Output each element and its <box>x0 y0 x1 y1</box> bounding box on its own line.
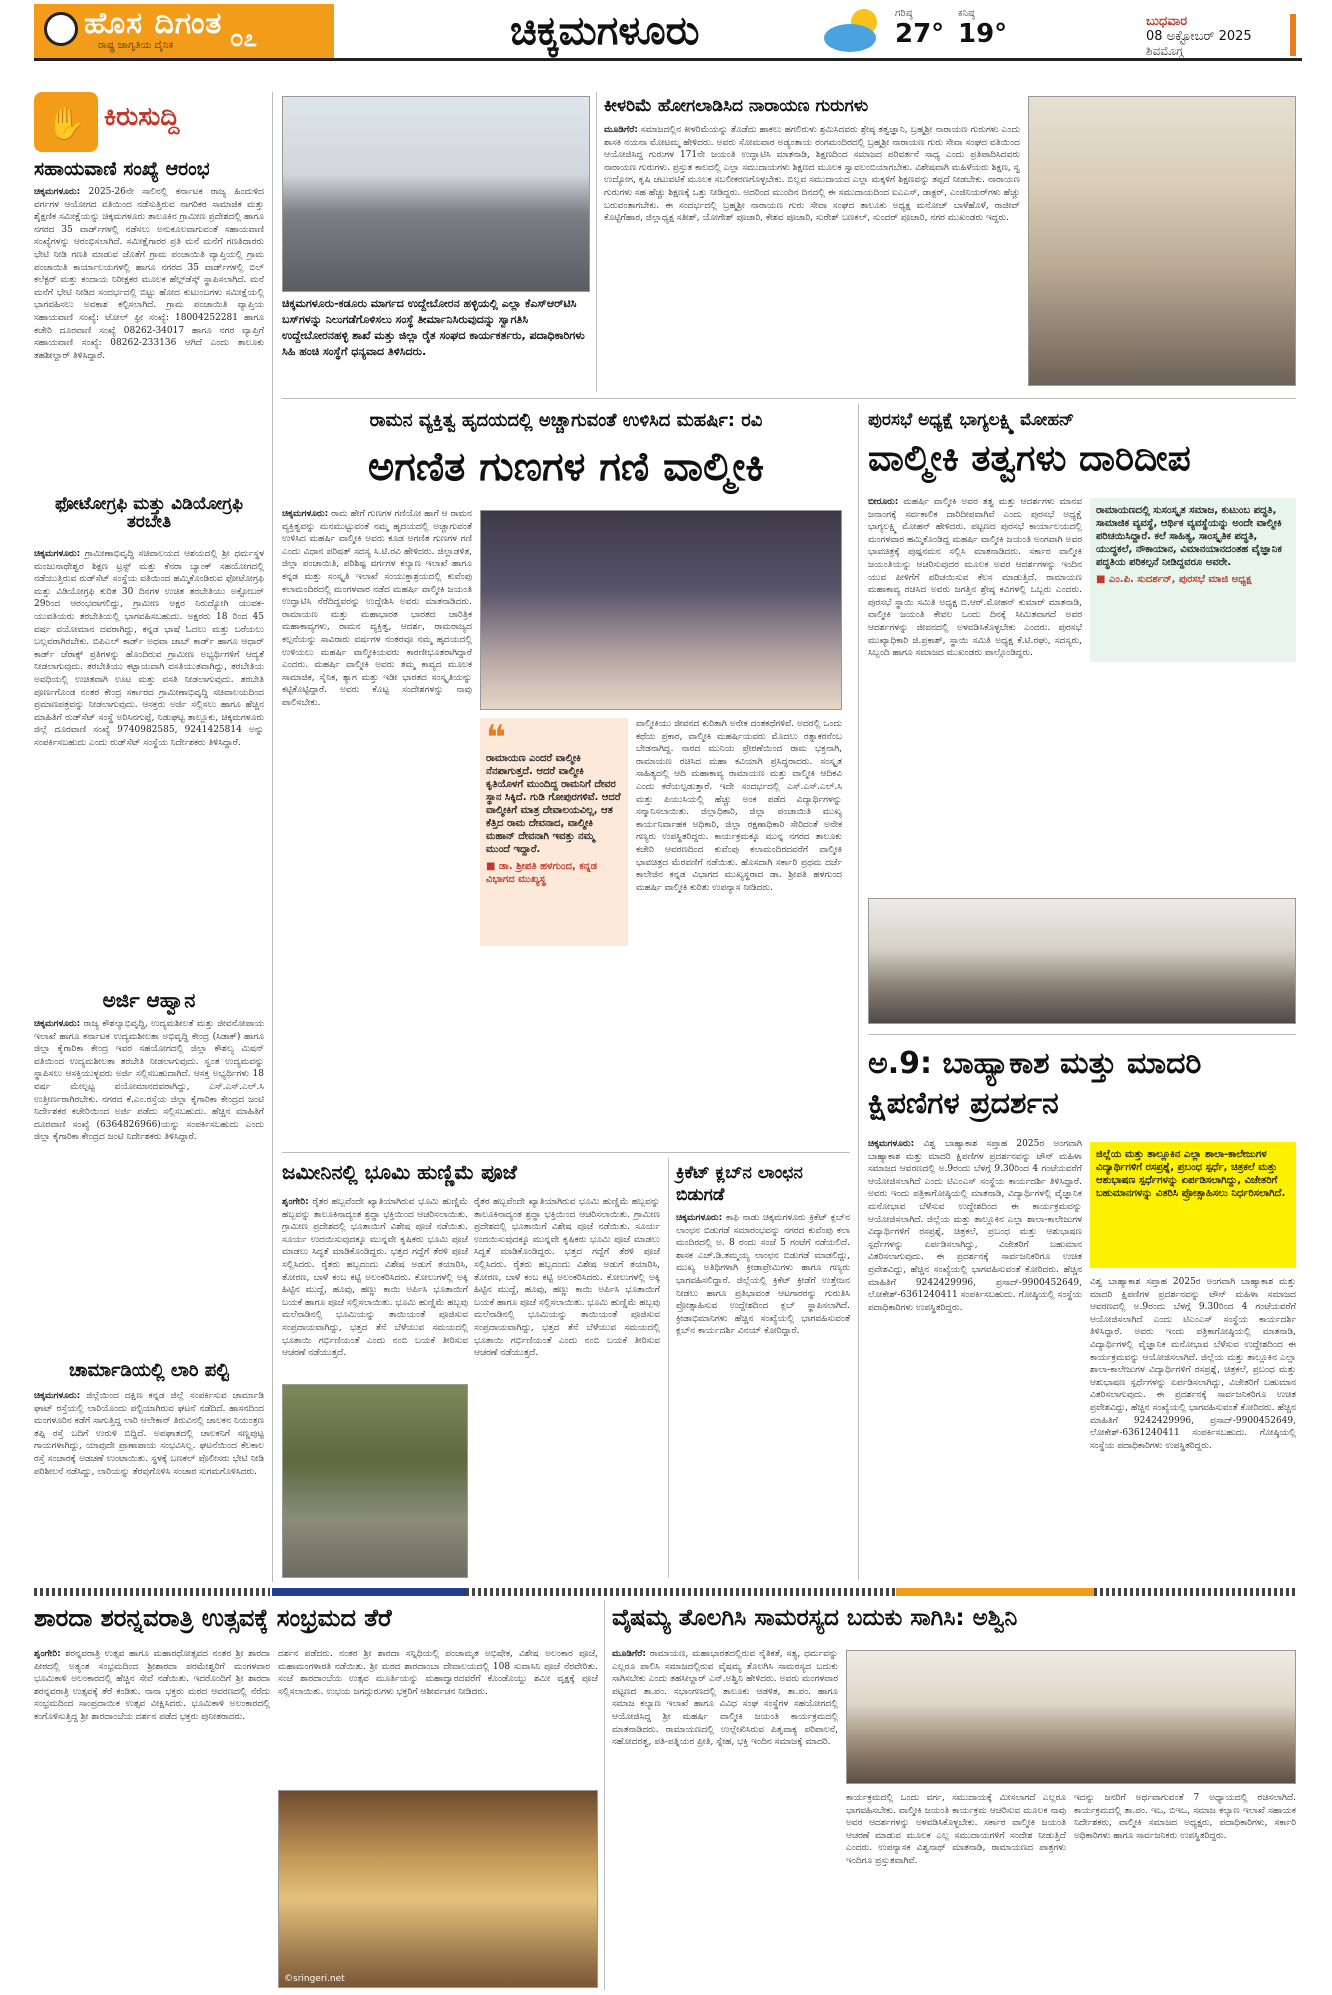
bhoomi-title: ಜಮೀನಿನಲ್ಲಿ ಭೂಮಿ ಹುಣ್ಣಿಮೆ ಪೂಜೆ <box>282 1160 517 1184</box>
bus-photo-caption: ಚಿಕ್ಕಮಗಳೂರು-ಕಡೂರು ಮಾರ್ಗದ ಉದ್ದೇಬೋರನ ಹಳ್ಳಿಯಲ್ಲಿ ಎಲ್ಲಾ ಕೆಎಸ್ಆರ್‌ಟಿಸಿ ಬಸ್‌ಗಳನ್ನು ನಿಲುಗಡೆಗೊಳಿಸಲು ಸಂಸ್ಥೆ ತೀರ್ಮಾನಿಸಿರುವುದನ್ನು ಸ್ವಾಗತಿಸಿ ಉದ್ದೇಬೋರನಹಳ್ಳಿ ಶಾಖೆ ಮತ್ತು ಜಿಲ್ಲಾ ರೈತ ಸಂಘದ ಕಾರ್ಯಕರ್ತರು, ಪದಾಧಿಕಾರಿಗಳು ಸಿಹಿ ಹಂಚಿ ಸಂಸ್ಥೆಗೆ ಧನ್ಯವಾದ ತಿಳಿಸಿದರು. <box>282 297 585 358</box>
page-number: ೦೭ <box>230 24 257 52</box>
cricket-title: ಕ್ರಿಕೆಟ್ ಕ್ಲಬ್‌ನ ಲಾಂಛನ ಬಿಡುಗಡೆ <box>676 1163 803 1205</box>
s3-title: ಅರ್ಜಿ ಆಹ್ವಾನ <box>102 988 196 1012</box>
ashwini-body-col2: ಕಾರ್ಯಕ್ರಮದಲ್ಲಿ ಒಂದು ವರ್ಗ, ಸಮುದಾಯಕ್ಕೆ ಮೀಸಲಾಗದೆ ಎಲ್ಲರೂ ಭಾಗವಹಿಸಬೇಕು. ವಾಲ್ಮೀಕಿ ಜಯಂತಿ ಕಾರ್ಯಕ್ರಮ ಆಚರಿಸುವ ಮೂಲಕ ನಾವು ಅವರ ಆದರ್ಶಗಳನ್ನು ಅಳವಡಿಸಿಕೊಳ್ಳಬೇಕು. ಸರ್ಕಾರ ವಾಲ್ಮೀಕಿ ಜಯಂತಿ ಆಚರಣೆ ಮಾಡುವ ಮೂಲಕ ಎಲ್ಲ ಸಮುದಾಯಗಳಿಗೆ ಸಂದೇಶ ನೀಡುತ್ತಿದೆ ಎಂದರು. ಉಪನ್ಯಾಸಕ ವಿಶ್ವನಾಥ್ ಮಾತನಾಡಿ, ರಾಮಾಯಣದ ಪಾತ್ರಗಳು ಇಂದಿಗೂ ಪ್ರಸ್ತುತವಾಗಿವೆ. <box>846 1793 1066 1866</box>
valmiki-kicker: ರಾಮನ ವ್ಯಕ್ತಿತ್ವ ಹೃದಯದಲ್ಲಿ ಅಚ್ಚಾಗುವಂತೆ ಉಳಿಸಿದ ಮಹರ್ಷಿ: ರವಿ <box>369 410 763 431</box>
ashwini-event-photo <box>846 1650 1296 1784</box>
weather-cloud-sun-icon <box>818 4 890 56</box>
sharada-deity-photo <box>278 1790 598 1988</box>
space-body-col2: ವಿಶ್ವ ಬಾಹ್ಯಾಕಾಶ ಸಪ್ತಾಹ 2025ರ ಅಂಗವಾಗಿ ಬಾಹ್ಯಾಕಾಶ ಮತ್ತು ಮಾದರಿ ಕ್ಷಿಪಣಿಗಳ ಪ್ರದರ್ಶನವನ್ನು ಟೌನ್ ಮಹಿಳಾ ಸಮಾಜದ ಆವರಣದಲ್ಲಿ ಅ.9ರಂದು ಬೆಳಗ್ಗೆ 9.30ರಿಂದ 4 ಗಂಟೆಯವರೆಗೆ ಆಯೋಜಿಸಲಾಗಿದೆ ಎಂದು ಟಿಎಂಎಸ್ ಸಂಸ್ಥೆಯ ಕಾರ್ಯದರ್ಶಿ ತಿಳಿಸಿದ್ದಾರೆ. ಅವರು ಇಂದು ಪತ್ರಿಕಾಗೋಷ್ಠಿಯಲ್ಲಿ ಮಾತನಾಡಿ, ವಿದ್ಯಾರ್ಥಿಗಳಲ್ಲಿ ವೈಜ್ಞಾನಿಕ ಮನೋಭಾವ ಬೆಳೆಸುವ ಉದ್ದೇಶದಿಂದ ಈ ಕಾರ್ಯಕ್ರಮವನ್ನು ಆಯೋಜಿಸಲಾಗಿದೆ. ಜಿಲ್ಲೆಯ ಮತ್ತು ತಾಲ್ಲೂಕಿನ ಎಲ್ಲಾ ಶಾಲಾ-ಕಾಲೇಜುಗಳ ವಿದ್ಯಾರ್ಥಿಗಳಿಗೆ ರಸಪ್ರಶ್ನೆ, ಚಿತ್ರಕಲೆ, ಪ್ರಬಂಧ ಮತ್ತು ಆಶುಭಾಷಣ ಸ್ಪರ್ಧೆಗಳನ್ನು ಏರ್ಪಡಿಸಲಾಗಿದ್ದು, ವಿಜೇತರಿಗೆ ಬಹುಮಾನ ವಿತರಿಸಲಾಗುವುದು. ಈ ಪ್ರದರ್ಶನಕ್ಕೆ ಸಾರ್ವಜನಿಕರಿಗೂ ಉಚಿತ ಪ್ರವೇಶವಿದ್ದು, ಹೆಚ್ಚಿನ ಸಂಖ್ಯೆಯಲ್ಲಿ ಭಾಗವಹಿಸುವಂತೆ ಕೋರಿದರು. ಹೆಚ್ಚಿನ ಮಾಹಿತಿಗೆ 9242429996, ಪ್ರಸಾದ್-9900452649, ಲೋಕೇಶ್-6361240411 ಸಂಪರ್ಕಿಸಬಹುದು. ಗೋಷ್ಠಿಯಲ್ಲಿ ಸಂಸ್ಥೆಯ ಪದಾಧಿಕಾರಿಗಳು ಉಪಸ್ಥಿತರಿದ್ದರು. <box>1090 1277 1296 1451</box>
ashwini-body-col1: ಮೂಡಿಗೆರೆ: ರಾಮಾಯಣ, ಮಹಾಭಾರತದಲ್ಲಿರುವ ನೈತಿಕತೆ, ಸತ್ಯ, ಧರ್ಮವನ್ನು ಎಲ್ಲರೂ ಪಾಲಿಸಿ ಸಮಾಜದಲ್ಲಿರುವ ವೈಷಮ್ಯ ತೊಲಗಿಸಿ ಸಾಮರಸ್ಯದ ಬದುಕು ಸಾಗಿಸಬೇಕು ಎಂದು ತಹಸೀಲ್ದಾರ್ ಎನ್.ಅಶ್ವಿನಿ ಹೇಳಿದರು. ಅವರು ಮಂಗಳವಾರ ಪಟ್ಟಣದ ತಾ.ಪಂ. ಸಭಾಂಗಣದಲ್ಲಿ ತಾಲೂಕು ಆಡಳಿತ, ತಾ.ಪಂ. ಹಾಗೂ ಸಮಾಜ ಕಲ್ಯಾಣ ಇಲಾಖೆ ಹಾಗೂ ವಿವಿಧ ಸಂಘ ಸಂಸ್ಥೆಗಳ ಸಹಯೋಗದಲ್ಲಿ ಆಯೋಜಿಸಿದ್ದ ಶ್ರೀ ಮಹರ್ಷಿ ವಾಲ್ಮೀಕಿ ಜಯಂತಿ ಕಾರ್ಯಕ್ರಮದಲ್ಲಿ ಮಾತನಾಡಿದರು. ರಾಮಾಯಣದಲ್ಲಿ ಉಲ್ಲೇಖಿಸಿರುವ ಪಿತೃವಾಕ್ಯ ಪರಿಪಾಲನೆ, ಸಹೋದರತ್ವ, ಪತಿ-ಪತ್ನಿಯರ ಪ್ರೀತಿ, ಸ್ನೇಹ, ಭಕ್ತಿ ಇಂದಿನ ಸಮಾಜಕ್ಕೆ ಮಾದರಿ. <box>612 1649 838 1748</box>
strip-orange <box>896 1588 1094 1596</box>
narayana-title: ಕೀಳರಿಮೆ ಹೋಗಲಾಡಿಸಿದ ನಾರಾಯಣ ಗುರುಗಳು <box>604 96 869 116</box>
column-divider <box>858 404 859 1580</box>
brand-name: ಹೊಸ ದಿಗಂತ <box>84 6 223 41</box>
strip-pattern <box>1094 1588 1296 1596</box>
bus-stop-photo <box>282 96 590 292</box>
bhoomi-photo <box>282 1384 468 1578</box>
purasabhe-kicker: ಪುರಸಭೆ ಅಧ್ಯಕ್ಷೆ ಭಾಗ್ಯಲಕ್ಷ್ಮಿ ಮೋಹನ್ <box>868 410 1075 430</box>
photo-credit: ©sringeri.net <box>284 1974 345 1984</box>
max-temp: ಗರಿಷ್ಠ 27° <box>895 8 945 49</box>
valmiki-quote-box <box>480 718 628 946</box>
s4-body: ಚಿಕ್ಕಮಗಳೂರು: ಜಿಲ್ಲೆಯಿಂದ ದಕ್ಷಿಣ ಕನ್ನಡ ಜಿಲ್ಲೆ ಸಂಪರ್ಕಿಸುವ ಚಾರ್ಮಾಡಿ ಘಾಟ್ ರಸ್ತೆಯಲ್ಲಿ ಲಾರಿಯೊಂದು ಪಲ್ಟಿಯಾಗಿರುವ ಘಟನೆ ನಡೆದಿದೆ. ಹಾಸನದಿಂದ ಮಂಗಳೂರಿನ ಕಡೆಗೆ ಸಾಗುತ್ತಿದ್ದ ಲಾರಿ ಆಲೇಕಾನ್ ತಿರುವಿನಲ್ಲಿ ಚಾಲಕನ ನಿಯಂತ್ರಣ ತಪ್ಪಿ ರಸ್ತೆ ಬದಿಗೆ ಉರುಳಿ ಬಿದ್ದಿದೆ. ಅಪಘಾತದಲ್ಲಿ ಚಾಲಕನಿಗೆ ಸಣ್ಣಪುಟ್ಟ ಗಾಯಗಳಾಗಿದ್ದು, ಯಾವುದೇ ಪ್ರಾಣಾಪಾಯ ಸಂಭವಿಸಿಲ್ಲ. ಘಟನೆಯಿಂದ ಕೆಲಕಾಲ ರಸ್ತೆ ಸಂಚಾರಕ್ಕೆ ಅಡಚಣೆ ಉಂಟಾಯಿತು. ಸ್ಥಳಕ್ಕೆ ಬಣಕಲ್ ಪೊಲೀಸರು ಭೇಟಿ ನೀಡಿ ಪರಿಶೀಲನೆ ನಡೆಸಿದ್ದು, ಲಾರಿಯನ್ನು ತೆರವುಗೊಳಿಸಿ ಸಂಚಾರ ಸುಗಮಗೊಳಿಸಿದರು. <box>34 1391 264 1477</box>
s2-title: ಫೋಟೋಗ್ರಫಿ ಮತ್ತು ವಿಡಿಯೋಗ್ರಫಿ ತರಬೇತಿ <box>55 494 243 532</box>
s4-title: ಚಾರ್ಮಾಡಿಯಲ್ಲಿ ಲಾರಿ ಪಲ್ಟಿ <box>68 1360 230 1381</box>
min-temp: ಕನಿಷ್ಠ 19° <box>958 8 1008 49</box>
section-rule <box>282 1152 850 1153</box>
bhoomi-body-col2: ರೈತರ ಹಬ್ಬವೆಂದೇ ಖ್ಯಾತಿಯಾಗಿರುವ ಭೂಮಿ ಹುಣ್ಣಿಮೆ ಹಬ್ಬವನ್ನು ತಾಲೂಕಿನಾದ್ಯಂತ ಶ್ರದ್ಧಾ ಭಕ್ತಿಯಿಂದ ಆಚರಿಸಲಾಯಿತು. ಗ್ರಾಮೀಣ ಪ್ರದೇಶದಲ್ಲಿ ಭೂತಾಯಿಗೆ ವಿಶೇಷ ಪೂಜೆ ನಡೆಯಿತು. ಸೂರ್ಯ ಉದಯಿಸುವುದಕ್ಕೂ ಮುನ್ನವೇ ಕೃಷಿಕರು ಭೂಮಿ ಪೂಜೆ ಮಾಡಲು ಸಿದ್ಧತೆ ಮಾಡಿಕೊಂಡಿದ್ದರು. ಭತ್ತದ ಗದ್ದೆಗೆ ತೆರಳಿ ಪೂಜೆ ಸಲ್ಲಿಸಿದರು. ರೈತರು ಹಬ್ಬದಂದು ವಿಶೇಷ ಅಡುಗೆ ತಯಾರಿಸಿ, ತೋರಣ, ಬಾಳೆ ಕಂಬ ಕಟ್ಟಿ ಅಲಂಕರಿಸಿದರು. ಕೋಲುಗಳಲ್ಲಿ ಅಕ್ಕಿ ಹಿಟ್ಟಿನ ಮುದ್ದೆ, ಹೂವು, ಹಣ್ಣು ಕಾಯಿ ಅರ್ಪಿಸಿ ಭೂತಾಯಿಗೆ ಬಯಕೆ ಹಾಗೂ ಪೂಜೆ ಸಲ್ಲಿಸಲಾಯಿತು. ಭೂಮಿ ಹುಣ್ಣಿಮೆ ಹಬ್ಬವು ಮಲೆನಾಡಿನಲ್ಲಿ ಭೂಮಿಯನ್ನು ತಾಯಿಯಂತೆ ಪೂಜಿಸುವ ಸಂಪ್ರದಾಯವಾಗಿದ್ದು, ಭತ್ತದ ತೆನೆ ಬೆಳೆಯುವ ಸಮಯದಲ್ಲಿ ಭೂತಾಯಿ ಗರ್ಭಿಣಿಯಂತೆ ಎಂದು ನಂಬಿ ಬಯಕೆ ತೀರಿಸುವ ಆಚರಣೆ ನಡೆಯುತ್ತದೆ. <box>474 1197 660 1359</box>
purasabhe-box-text: ರಾಮಾಯಣದಲ್ಲಿ ಸುಸಂಸ್ಕೃತ ಸಮಾಜ, ಕುಟುಂಬ ಪದ್ಧತಿ, ಸಾಮಾಜಿಕ ವ್ಯವಸ್ಥೆ, ಆರ್ಥಿಕ ವ್ಯವಸ್ಥೆಯನ್ನು ಅಂದೇ ವಾಲ್ಮೀಕಿ ಪರಿಚಯಿಸಿದ್ದಾರೆ. ಕಲೆ ಸಾಹಿತ್ಯ, ಸಾಂಸ್ಕೃತಿಕ ಪದ್ಧತಿ, ಯುದ್ಧಕಲೆ, ನೌಕಾಯಾನ, ವಿಮಾನಯಾನದಂತಹ ವೈಜ್ಞಾನಿಕ ಪದ್ಧತಿಯ ಪರಿಕಲ್ಪನೆ ನೀಡಿದ್ದವರೂ ಅವರೇ. <box>1096 505 1282 568</box>
purasabhe-box-author: ■ ಎಂ.ಪಿ. ಸುದರ್ಶನ್, ಪುರಸಭೆ ಮಾಜಿ ಅಧ್ಯಕ್ಷ <box>1096 574 1252 585</box>
strip-blue <box>272 1588 466 1596</box>
purasabhe-body: ಬೀರೂರು: ಮಹರ್ಷಿ ವಾಲ್ಮೀಕಿ ಅವರ ತತ್ವ ಮತ್ತು ಆದರ್ಶಗಳು ಮಾನವ ಜನಾಂಗಕ್ಕೆ ಸರ್ವಕಾಲಿಕ ದಾರಿದೀಪವಾಗಿವೆ ಎಂದು ಪುರಸಭೆ ಅಧ್ಯಕ್ಷೆ ಭಾಗ್ಯಲಕ್ಷ್ಮಿ ಮೋಹನ್ ಹೇಳಿದರು. ಪಟ್ಟಣದ ಪುರಸಭೆ ಕಾರ್ಯಾಲಯದಲ್ಲಿ ಮಂಗಳವಾರ ಹಮ್ಮಿಕೊಂಡಿದ್ದ ಮಹರ್ಷಿ ವಾಲ್ಮೀಕಿ ಜಯಂತಿ ಅಂಗವಾಗಿ ಅವರ ಭಾವಚಿತ್ರಕ್ಕೆ ಪುಷ್ಪನಮನ ಸಲ್ಲಿಸಿ ಮಾತನಾಡಿದರು. ಸರ್ಕಾರ ವಾಲ್ಮೀಕಿ ಜಯಂತಿಯನ್ನು ಆಚರಿಸುವುದರ ಮೂಲಕ ಅವರ ಆದರ್ಶಗಳನ್ನು ಇಂದಿನ ಯುವ ಪೀಳಿಗೆಗೆ ಪರಿಚಯಿಸುವ ಕೆಲಸ ಮಾಡುತ್ತಿದೆ. ರಾಮಾಯಣ ಮಹಾಕಾವ್ಯ ರಚಿಸಿದ ಅವರು ಜಗತ್ತಿನ ಶ್ರೇಷ್ಠ ಕವಿಗಳಲ್ಲಿ ಒಬ್ಬರು ಎಂದರು. ಪುರಸಭೆ ಸ್ಥಾಯಿ ಸಮಿತಿ ಅಧ್ಯಕ್ಷ ಬಿ.ಆರ್.ಮೋಹನ್ ಕುಮಾರ್ ಮಾತನಾಡಿ, ವಾಲ್ಮೀಕಿ ಜಯಂತಿ ಕೇವಲ ಒಂದು ದಿನಕ್ಕೆ ಸೀಮಿತವಾಗದೆ ಅವರ ಆದರ್ಶಗಳನ್ನು ಜೀವನದಲ್ಲಿ ಅಳವಡಿಸಿಕೊಳ್ಳಬೇಕು ಎಂದರು. ಪುರಸಭೆ ಮುಖ್ಯಾಧಿಕಾರಿ ಜಿ.ಪ್ರಕಾಶ್, ಸ್ಥಾಯಿ ಸಮಿತಿ ಅಧ್ಯಕ್ಷ ಕೆ.ಟಿ.ರಘು, ಸದಸ್ಯರು, ಸಿಬ್ಬಂದಿ ಹಾಗೂ ಸಮಾಜದ ಮುಖಂಡರು ಪಾಲ್ಗೊಂಡಿದ್ದರು. <box>868 497 1082 659</box>
section-rule <box>282 398 1296 399</box>
brand-tagline: ರಾಷ್ಟ್ರ ಜಾಗೃತಿಯ ದೈನಿಕ <box>98 40 174 51</box>
space-highlight-box: ಜಿಲ್ಲೆಯ ಮತ್ತು ತಾಲ್ಲೂಕಿನ ಎಲ್ಲಾ ಶಾಲಾ-ಕಾಲೇಜುಗಳ ವಿದ್ಯಾರ್ಥಿಗಳಿಗೆ ರಸಪ್ರಶ್ನೆ, ಪ್ರಬಂಧ ಸ್ಪರ್ಧೆ, ಚಿತ್ರಕಲೆ ಮತ್ತು ಆಶುಭಾಷಣ ಸ್ಪರ್ಧೆಗಳನ್ನು ಏರ್ಪಡಿಸಲಾಗಿದ್ದು, ವಿಜೇತರಿಗೆ ಬಹುಮಾನಗಳನ್ನು ವಿತರಿಸಿ ಪ್ರೋತ್ಸಾಹಿಸಲು ನಿರ್ಧರಿಸಲಾಗಿದೆ. <box>1090 1142 1296 1268</box>
valmiki-stage-photo <box>480 510 842 710</box>
cricket-body: ಚಿಕ್ಕಮಗಳೂರು: ಕಾಫಿ ನಾಡು ಚಿಕ್ಕಮಗಳೂರು ಕ್ರಿಕೆಟ್ ಕ್ಲಬ್‌ನ ಲಾಂಛನ ಬಿಡುಗಡೆ ಸಮಾರಂಭವನ್ನು ನಗರದ ಕುವೆಂಪು ಕಲಾ ಮಂದಿರದಲ್ಲಿ ಅ. 8 ರಂದು ಸಂಜೆ 5 ಗಂಟೆಗೆ ನಡೆಯಲಿದೆ. ಶಾಸಕ ಎಚ್.ಡಿ.ತಮ್ಮಯ್ಯ ಲಾಂಛನ ಬಿಡುಗಡೆ ಮಾಡಲಿದ್ದು, ಮುಖ್ಯ ಅತಿಥಿಗಳಾಗಿ ಕ್ರೀಡಾಪ್ರೇಮಿಗಳು ಹಾಗೂ ಗಣ್ಯರು ಭಾಗವಹಿಸಲಿದ್ದಾರೆ. ಜಿಲ್ಲೆಯಲ್ಲಿ ಕ್ರಿಕೆಟ್ ಕ್ರೀಡೆಗೆ ಉತ್ತೇಜನ ನೀಡಲು ಹಾಗೂ ಪ್ರತಿಭಾವಂತ ಆಟಗಾರರನ್ನು ಗುರುತಿಸಿ ಪ್ರೋತ್ಸಾಹಿಸುವ ಉದ್ದೇಶದಿಂದ ಕ್ಲಬ್ ಸ್ಥಾಪಿಸಲಾಗಿದೆ. ಕ್ರೀಡಾಭಿಮಾನಿಗಳು ಹೆಚ್ಚಿನ ಸಂಖ್ಯೆಯಲ್ಲಿ ಭಾಗವಹಿಸುವಂತೆ ಕ್ಲಬ್‌ನ ಕಾರ್ಯದರ್ಶಿ ವಿನಯ್ ಕೋರಿದ್ದಾರೆ. <box>676 1213 850 1337</box>
city-title: ಚಿಕ್ಕಮಗಳೂರು <box>510 8 700 54</box>
valmiki-body-col1: ಚಿಕ್ಕಮಗಳೂರು: ರಾಮ ಹೇಗೆ ಗುಣಗಳ ಗಣಿಯೋ ಹಾಗೆ ಆ ರಾಮನ ವ್ಯಕ್ತಿತ್ವವನ್ನು ಮನಮುಟ್ಟುವಂತೆ ನಮ್ಮ ಹೃದಯದಲ್ಲಿ ಅಚ್ಚಾಗುವಂತೆ ಉಳಿಸಿದ ಮಹರ್ಷಿ ವಾಲ್ಮೀಕಿ ಅವರು ಕೂಡ ಅಗಣಿತ ಗುಣಗಳ ಗಣಿ ಎಂದು ವಿಧಾನ ಪರಿಷತ್ ಸದಸ್ಯ ಸಿ.ಟಿ.ರವಿ ಹೇಳಿದರು. ಜಿಲ್ಲಾಡಳಿತ, ಜಿಲ್ಲಾ ಪಂಚಾಯಿತಿ, ಪರಿಶಿಷ್ಟ ವರ್ಗಗಳ ಕಲ್ಯಾಣ ಇಲಾಖೆ ಹಾಗೂ ಕನ್ನಡ ಮತ್ತು ಸಂಸ್ಕೃತಿ ಇಲಾಖೆ ಸಂಯುಕ್ತಾಶ್ರಯದಲ್ಲಿ ಕುವೆಂಪು ಕಲಾಮಂದಿರದಲ್ಲಿ ಮಂಗಳವಾರ ನಡೆದ ಮಹರ್ಷಿ ವಾಲ್ಮೀಕಿ ಜಯಂತಿ ಉದ್ಘಾಟಿಸಿ ನೆರೆದಿದ್ದವರನ್ನು ಉದ್ದೇಶಿಸಿ ಅವರು ಮಾತನಾಡಿದರು. ರಾಮಾಯಣ ಮತ್ತು ಮಹಾಭಾರತ ಭಾರತದ ಚಾರಿತ್ರಿಕ ಮಹಾಕಾವ್ಯಗಳು, ರಾಮನ ವ್ಯಕ್ತಿತ್ವ, ಆದರ್ಶ, ರಾಮರಾಜ್ಯದ ಕಲ್ಪನೆಯನ್ನು ಸಾವಿರಾರು ವರ್ಷಗಳ ನಂತರವೂ ನಮ್ಮ ಹೃದಯದಲ್ಲಿ ಉಳಿಯಲು ಮಹರ್ಷಿ ವಾಲ್ಮೀಕಿಯವರು ಕಾರಣೀಭೂತರಾಗಿದ್ದಾರೆ ಎಂದರು. ಮಹರ್ಷಿ ವಾಲ್ಮೀಕಿ ಅವರು ತಮ್ಮ ಕಾವ್ಯದ ಮೂಲಕ ಸಾಮಾಜಿಕ, ಸೈನಿಕ, ತ್ಯಾಗ ಮತ್ತು ಇಡೀ ಭಾರತದ ಸಂಸ್ಕೃತಿಯನ್ನು ಕಟ್ಟಿಕೊಟ್ಟಿದ್ದಾರೆ. ಅವರು ಕೊಟ್ಟ ಸಂದೇಶಗಳನ್ನು ನಾವು ಪಾಲಿಸಬೇಕು. <box>282 509 472 708</box>
narayana-body: ಮೂಡಿಗೆರೆ: ಸಮಾಜದಲ್ಲಿನ ಕೀಳರಿಮೆಯನ್ನು ತೊಡೆದು ಹಾಕಲು ಹಗಲಿರುಳು ಶ್ರಮಿಸಿದವರು ಶ್ರೇಷ್ಠ ತತ್ವಜ್ಞಾನಿ, ಬ್ರಹ್ಮಶ್ರೀ ನಾರಾಯಣ ಗುರುಗಳು ಎಂದು ಶಾಸಕಿ ನಯನಾ ಮೋಟಮ್ಮ ಹೇಳಿದರು. ಅವರು ಸೋಮವಾರ ಅಡ್ಯಂತಾಯ ರಂಗಮಂದಿರದಲ್ಲಿ ಬ್ರಹ್ಮಶ್ರೀ ನಾರಾಯಣ ಗುರು ಸೇವಾ ಸಂಘದ ವತಿಯಿಂದ ಆಯೋಜಿಸಿದ್ದ ಗುರುಗಳ 171ನೇ ಜಯಂತಿ ಉದ್ಘಾಟಿಸಿ ಮಾತನಾಡಿ, ಶಿಕ್ಷಣದಿಂದ ಸಮಾಜದ ಪರಿವರ್ತನೆ ಸಾಧ್ಯ ಎಂದು ಪ್ರತಿಪಾದಿಸಿದವರು ನಾರಾಯಣ ಗುರುಗಳು. ಪ್ರಸ್ತುತ ಕಾಲದಲ್ಲಿ ಎಲ್ಲಾ ಸಮುದಾಯಗಳು ಶಿಕ್ಷಣದ ಮೂಲಕ ಸ್ವಾವಲಂಬಿಯಾಗಬೇಕು. ವಿಶೇಷವಾಗಿ ಮಹಿಳೆಯರು ಶಿಕ್ಷಣ, ಸ್ವ ಉದ್ಯೋಗ, ಕೃಷಿ ಚಟುವಟಿಕೆ ಮೂಲಕ ಸಬಲೀಕರಣಗೊಳ್ಳಬೇಕು. ಬಿಲ್ಲವ ಸಮುದಾಯದ ಎಲ್ಲಾ ಮಕ್ಕಳಿಗೆ ಶಿಕ್ಷಣವನ್ನು ತಪ್ಪದೆ ನೀಡಬೇಕು. ನಾರಾಯಣ ಗುರುಗಳು ಸಹ ಹೆಚ್ಚು ಶಿಕ್ಷಣಕ್ಕೆ ಒತ್ತು ನೀಡಿದ್ದರು. ಅದರಿಂದ ಮುಂದಿನ ದಿನದಲ್ಲಿ ಈ ಸಮುದಾಯದಿಂದ ಐಎಎಸ್, ಡಾಕ್ಟರ್, ಎಂಜಿನಿಯರ್‌ಗಳು ಹೆಚ್ಚು ಬರುವಂತಾಗಬೇಕು. ಈ ಸಂದರ್ಭದಲ್ಲಿ ಬ್ರಹ್ಮಶ್ರೀ ನಾರಾಯಣ ಗುರು ಸೇವಾ ಸಂಘದ ತಾಲೂಕು ಅಧ್ಯಕ್ಷ ಮನೋಜ್ ಬಾಳೆಹೊಳೆ, ರಾಜೀವ್ ಕೊಟ್ಟಿಗೆಹಾರ, ಜಿಲ್ಲಾಧ್ಯಕ್ಷ ಸತೀಶ್, ಯೋಗೇಶ್ ಪೂಜಾರಿ, ಕೇಶವ ಪೂಜಾರಿ, ಸುರೇಶ್ ಬಣಕಲ್, ಸುಂದರ್ ಪೂಜಾರಿ, ನಗರ ಮುಖಂಡರು ಇದ್ದರು. <box>604 125 1020 224</box>
bhoomi-body: ಶೃಂಗೇರಿ: ರೈತರ ಹಬ್ಬವೆಂದೇ ಖ್ಯಾತಿಯಾಗಿರುವ ಭೂಮಿ ಹುಣ್ಣಿಮೆ ಹಬ್ಬವನ್ನು ತಾಲೂಕಿನಾದ್ಯಂತ ಶ್ರದ್ಧಾ ಭಕ್ತಿಯಿಂದ ಆಚರಿಸಲಾಯಿತು. ಗ್ರಾಮೀಣ ಪ್ರದೇಶದಲ್ಲಿ ಭೂತಾಯಿಗೆ ವಿಶೇಷ ಪೂಜೆ ನಡೆಯಿತು. ಸೂರ್ಯ ಉದಯಿಸುವುದಕ್ಕೂ ಮುನ್ನವೇ ಕೃಷಿಕರು ಭೂಮಿ ಪೂಜೆ ಮಾಡಲು ಸಿದ್ಧತೆ ಮಾಡಿಕೊಂಡಿದ್ದರು. ಭತ್ತದ ಗದ್ದೆಗೆ ತೆರಳಿ ಪೂಜೆ ಸಲ್ಲಿಸಿದರು. ರೈತರು ಹಬ್ಬದಂದು ವಿಶೇಷ ಅಡುಗೆ ತಯಾರಿಸಿ, ತೋರಣ, ಬಾಳೆ ಕಂಬ ಕಟ್ಟಿ ಅಲಂಕರಿಸಿದರು. ಕೋಲುಗಳಲ್ಲಿ ಅಕ್ಕಿ ಹಿಟ್ಟಿನ ಮುದ್ದೆ, ಹೂವು, ಹಣ್ಣು ಕಾಯಿ ಅರ್ಪಿಸಿ ಭೂತಾಯಿಗೆ ಬಯಕೆ ಹಾಗೂ ಪೂಜೆ ಸಲ್ಲಿಸಲಾಯಿತು. ಭೂಮಿ ಹುಣ್ಣಿಮೆ ಹಬ್ಬವು ಮಲೆನಾಡಿನಲ್ಲಿ ಭೂಮಿಯನ್ನು ತಾಯಿಯಂತೆ ಪೂಜಿಸುವ ಸಂಪ್ರದಾಯವಾಗಿದ್ದು, ಭತ್ತದ ತೆನೆ ಬೆಳೆಯುವ ಸಮಯದಲ್ಲಿ ಭೂತಾಯಿ ಗರ್ಭಿಣಿಯಂತೆ ಎಂದು ನಂಬಿ ಬಯಕೆ ತೀರಿಸುವ ಆಚರಣೆ ನಡೆಯುತ್ತದೆ. <box>282 1197 468 1359</box>
column-divider <box>604 1600 605 1990</box>
purasabhe-box <box>1090 498 1296 662</box>
brand-logo-icon <box>44 12 78 46</box>
s1-title: ಸಹಾಯವಾಣಿ ಸಂಖ್ಯೆ ಆರಂಭ <box>34 158 210 180</box>
column-divider <box>596 92 597 392</box>
svg-text:✋: ✋ <box>46 104 86 142</box>
strip-pattern <box>34 1588 270 1596</box>
kirusuddi-badge: ಕಿರುಸುದ್ದಿ <box>104 102 180 132</box>
kirusuddi-hand-icon <box>34 92 98 152</box>
section-rule <box>868 1034 1296 1035</box>
valmiki-title: ಅಗಣಿತ ಗುಣಗಳ ಗಣಿ ವಾಲ್ಮೀಕಿ <box>367 444 765 490</box>
quote-mark-icon: ❝ <box>486 718 506 758</box>
valmiki-quote-author: ■ ಡಾ. ಶ್ರೀಪತಿ ಹಳಗುಂದ, ಕನ್ನಡ ವಿಭಾಗದ ಮುಖ್ಯಸ್ಥ <box>486 861 598 885</box>
ashwini-title: ವೈಷಮ್ಯ ತೊಲಗಿಸಿ ಸಾಮರಸ್ಯದ ಬದುಕು ಸಾಗಿಸಿ: ಅಶ್ವಿನಿ <box>612 1605 1018 1631</box>
column-divider <box>668 1158 669 1578</box>
column-divider <box>272 92 273 1582</box>
purasabhe-event-photo <box>868 898 1296 1024</box>
narayana-event-photo <box>1028 96 1296 386</box>
masthead-rule <box>34 58 1302 61</box>
valmiki-body-col2: ವಾಲ್ಮೀಕಿಯು ಜೀವನದ ಕುರಿತಾಗಿ ಅನೇಕ ದಂತಕಥೆಗಳಿವೆ. ಅದರಲ್ಲಿ ಒಂದು ಕಥೆಯ ಪ್ರಕಾರ, ವಾಲ್ಮೀಕಿ ಮಹರ್ಷಿಯವರು ಮೊದಲು ರತ್ನಾಕರನೆಂಬ ಬೇಡನಾಗಿದ್ದ. ನಾರದ ಮುನಿಯ ಪ್ರೇರಣೆಯಿಂದ ರಾಮ ಭಕ್ತನಾಗಿ, ರಾಮಾಯಣ ರಚಿಸಿದ ಮಹಾ ಕವಿಯಾಗಿ ಪ್ರಸಿದ್ಧರಾದರು. ಸಂಸ್ಕೃತ ಸಾಹಿತ್ಯದಲ್ಲಿ ಆದಿ ಮಹಾಕಾವ್ಯ ರಾಮಾಯಣ ಮತ್ತು ವಾಲ್ಮೀಕಿ ಆದಿಕವಿ ಎಂದು ಕರೆಯಲ್ಪಡುತ್ತಾರೆ. ಇದೇ ಸಂದರ್ಭದಲ್ಲಿ ಎಸ್.ಎಸ್.ಎಲ್.ಸಿ ಮತ್ತು ಪಿಯುಸಿಯಲ್ಲಿ ಹೆಚ್ಚು ಅಂಕ ಪಡೆದ ವಿದ್ಯಾರ್ಥಿಗಳನ್ನು ಸನ್ಮಾನಿಸಲಾಯಿತು. ಜಿಲ್ಲಾಧಿಕಾರಿ, ಜಿಲ್ಲಾ ಪಂಚಾಯಿತಿ ಮುಖ್ಯ ಕಾರ್ಯನಿರ್ವಾಹಕ ಅಧಿಕಾರಿ, ಜಿಲ್ಲಾ ರಕ್ಷಣಾಧಿಕಾರಿ ಸೇರಿದಂತೆ ಅನೇಕ ಗಣ್ಯರು ಉಪಸ್ಥಿತರಿದ್ದರು. ಕಾರ್ಯಕ್ರಮಕ್ಕೂ ಮುನ್ನ ನಗರದ ತಾಲೂಕು ಕಚೇರಿ ಆವರಣದಿಂದ ಕುವೆಂಪು ಕಲಾಮಂದಿರದವರೆಗೆ ವಾಲ್ಮೀಕಿ ಭಾವಚಿತ್ರದ ಮೆರವಣಿಗೆ ನಡೆಯಿತು. ಹೊಸದಾಗಿ ಸರ್ಕಾರಿ ಪ್ರಥಮ ದರ್ಜೆ ಕಾಲೇಜಿನ ಕನ್ನಡ ವಿಭಾಗದ ಮುಖ್ಯಸ್ಥರಾದ ಡಾ. ಶ್ರೀಪತಿ ಹಳಗುಂದ ಮಹರ್ಷಿ ವಾಲ್ಮೀಕಿ ಕುರಿತು ಉಪನ್ಯಾಸ ನೀಡಿದರು. <box>636 719 842 893</box>
sharada-body-col2: ದರ್ಶನ ಪಡೆದರು. ನಂತರ ಶ್ರೀ ಶಾರದಾ ಸನ್ನಿಧಿಯಲ್ಲಿ ಪಂಚಾಮೃತ ಅಭಿಷೇಕ, ವಿಶೇಷ ಅಲಂಕಾರ ಪೂಜೆ, ಮಹಾಮಂಗಳಾರತಿ ನಡೆಯಿತು. ಶ್ರೀ ಮಠದ ಶಾರದಾಂಬಾ ದೇವಾಲಯದಲ್ಲಿ 108 ಸುವಾಸಿನಿ ಪೂಜೆ ನೆರವೇರಿತು. ಸಂಜೆ ಶಾರದಾಂಬೆಯ ಉತ್ಸವ ಮೂರ್ತಿಯನ್ನು ಮಹಾದ್ವಾರದವರೆಗೆ ಕೊಂಡೊಯ್ದು ಶಮೀ ವೃಕ್ಷಕ್ಕೆ ಪೂಜೆ ಸಲ್ಲಿಸಲಾಯಿತು. ಉಭಯ ಜಗದ್ಗುರುಗಳು ಭಕ್ತರಿಗೆ ಆಶೀರ್ವಚನ ನೀಡಿದರು. <box>278 1649 598 1697</box>
purasabhe-title: ವಾಲ್ಮೀಕಿ ತತ್ವಗಳು ದಾರಿದೀಪ <box>868 438 1191 479</box>
s1-body: ಚಿಕ್ಕಮಗಳೂರು: 2025-26ನೇ ಸಾಲಿನಲ್ಲಿ ಕರ್ನಾಟಕ ರಾಜ್ಯ ಹಿಂದುಳಿದ ವರ್ಗಗಳ ಆಯೋಗದ ವತಿಯಿಂದ ನಡೆಸುತ್ತಿರುವ ನಾಗರಿಕರ ಸಾಮಾಜಿಕ ಮತ್ತು ಶೈಕ್ಷಣಿಕ ಸಮೀಕ್ಷೆಯನ್ನು ಚಿಕ್ಕಮಗಳೂರು ತಾಲೂಕಿನ ಗ್ರಾಮೀಣ ಪ್ರದೇಶದಲ್ಲಿ ಹಾಗೂ ನಗರದ 35 ವಾರ್ಡ್‌ಗಳಲ್ಲಿ ನಡೆಸಲು ಅನುಕೂಲವಾಗುವಂತೆ ಸಹಾಯವಾಣಿ ಸಂಖ್ಯೆಗಳನ್ನು ಆರಂಭಿಸಲಾಗಿದೆ. ಸಮೀಕ್ಷೆಗಾರರ ಪ್ರತಿ ಮನೆ ಮನೆಗೆ ಗಣತಿದಾರರು ಭೇಟಿ ನೀಡಿ ಗಣತಿ ಮಾಡುವ ಜೊತೆಗೆ ಗ್ರಾಮ ಪಂಚಾಯಿತಿ ವ್ಯಾಪ್ತಿಯಲ್ಲಿ ಗ್ರಾಮ ಪಂಚಾಯಿತಿ ಕಾರ್ಯಾಲಯಗಳಲ್ಲಿ ಹಾಗೂ ನಗರದ 35 ವಾರ್ಡ್‌ಗಳಲ್ಲಿ ಬಿಲ್ ಕಲೆಕ್ಟರ್ ಮತ್ತು ಕಂದಾಯ ನಿರೀಕ್ಷಕರ ಮೂಲಕ ಹೆಲ್ಪ್‌ಡೆಸ್ಕ್ ಸ್ಥಾಪಿಸಲಾಗಿದೆ. ಮನೆ ಮನೆಗೆ ಭೇಟಿ ನೀಡಿದ ಸಂದರ್ಭದಲ್ಲಿ ಬಿಟ್ಟು ಹೋದ ಕುಟುಂಬಗಳು ಸಮೀಕ್ಷೆಯಲ್ಲಿ ಭಾಗವಹಿಸಲು ಅವಕಾಶ ಕಲ್ಪಿಸಲಾಗಿದೆ. ಗ್ರಾಮ ಪಂಚಾಯಿತಿ ವ್ಯಾಪ್ತಿಯ ಸಹಾಯವಾಣಿ ಸಂಖ್ಯೆ: ಟೋಲ್ ಫ್ರೀ ಸಂಖ್ಯೆ: 18004252281 ಹಾಗೂ ಕಚೇರಿ ದೂರವಾಣಿ ಸಂಖ್ಯೆ 08262-34017 ಹಾಗೂ ನಗರ ವ್ಯಾಪ್ತಿಗೆ ಸಹಾಯವಾಣಿ ಸಂಖ್ಯೆ: 08262-233136 ಆಗಿದೆ ಎಂದು ತಾಲೂಕು ತಹಶೀಲ್ದಾರ್ ತಿಳಿಸಿದ್ದಾರೆ. <box>34 187 264 361</box>
s3-body: ಚಿಕ್ಕಮಗಳೂರು: ರಾಜ್ಯ ಕೌಶಲ್ಯಾಭಿವೃದ್ಧಿ, ಉದ್ಯಮಶೀಲತೆ ಮತ್ತು ಜೀವನೋಪಾಯ ಇಲಾಖೆ ಹಾಗೂ ಕರ್ನಾಟಕ ಉದ್ಯಮಶೀಲತಾ ಅಭಿವೃದ್ಧಿ ಕೇಂದ್ರ (ಸಿಡಾಕ್) ಹಾಗೂ ಜಿಲ್ಲಾ ಕೈಗಾರಿಕಾ ಕೇಂದ್ರ ಇವರ ಸಹಯೋಗದಲ್ಲಿ ಜಿಲ್ಲಾ ಕೌಶಲ್ಯ ಮಿಷನ್ ವತಿಯಿಂದ ಉದ್ಯಮಶೀಲತಾ ತರಬೇತಿ ನೀಡಲಾಗುವುದು. ಸ್ವಂತ ಉದ್ಯಮವನ್ನು ಸ್ಥಾಪಿಸಲು ಆಸಕ್ತಿಯುಳ್ಳವರು ಅರ್ಜಿ ಸಲ್ಲಿಸಬಹುದಾಗಿದೆ. ಆಸಕ್ತ ಅಭ್ಯರ್ಥಿಗಳು 18 ವರ್ಷ ಮೇಲ್ಪಟ್ಟ ವಯೋಮಾನದವರಾಗಿದ್ದು, ಎಸ್.ಎಸ್.ಎಲ್.ಸಿ ಉತ್ತೀರ್ಣರಾಗಿರಬೇಕು. ನಗರದ ಕೆ.ಎಂ.ರಸ್ತೆಯ ಜಿಲ್ಲಾ ಕೈಗಾರಿಕಾ ಕೇಂದ್ರದ ಜಂಟಿ ನಿರ್ದೇಶಕರ ಕಚೇರಿಯಿಂದ ಅರ್ಜಿ ಪಡೆದು ಸಲ್ಲಿಸಬಹುದು. ಹೆಚ್ಚಿನ ಮಾಹಿತಿಗೆ ದೂರವಾಣಿ ಸಂಖ್ಯೆ (6364826966)ಯನ್ನು ಸಂಪರ್ಕಿಸಬಹುದು ಎಂದು ಜಿಲ್ಲಾ ಕೈಗಾರಿಕಾ ಕೇಂದ್ರದ ಜಂಟಿ ನಿರ್ದೇಶಕರು ತಿಳಿಸಿದ್ದಾರೆ. <box>34 1019 264 1143</box>
valmiki-quote-text: ರಾಮಾಯಣ ಎಂದರೆ ವಾಲ್ಮೀಕಿ ನೆನಪಾಗುತ್ತದೆ. ಆದರೆ ವಾಲ್ಮೀಕಿ ಕೃತಿಯೊಳಗೆ ಮುಂದಿದ್ದ ರಾಮನಿಗೆ ದೇವರ ಸ್ಥಾನ ಸಿಕ್ಕಿದೆ. ಗುಡಿ ಗೋಪುರಗಳಿವೆ. ಆದರೆ ವಾಲ್ಮೀಕಿಗೆ ಮಾತ್ರ ದೇವಾಲಯವಿಲ್ಲ, ಆತ ಕೆತ್ತಿದ ರಾಮ ದೇವನಾದ, ವಾಲ್ಮೀಕಿ ಮಹಾನ್ ದೇವನಾಗಿ ಇವತ್ತು ನಮ್ಮ ಮುಂದೆ ಇದ್ದಾರೆ. <box>486 753 621 855</box>
sharada-body-col1: ಶೃಂಗೇರಿ: ಶರನ್ನವರಾತ್ರಿ ಉತ್ಸವ ಹಾಗೂ ಮಹಾರಥೋತ್ಸವದ ನಂತರ ಶ್ರೀ ಶಾರದಾ ಪೀಠದಲ್ಲಿ ಅತ್ಯಂತ ಸಂಭ್ರಮದಿಂದ ಶ್ರೀಶಾರದಾ ಪರಮೇಶ್ವರಿಗೆ ಮಂಗಳವಾರ ಭೂಮಿಕಾಳಿ ಅಲಂಕಾರದಲ್ಲಿ ಹೆಚ್ಚಿನ ಸೇವೆ ನಡೆಯಿತು. ಇದರೊಂದಿಗೆ ಶ್ರೀ ಶಾರದಾ ಶರನ್ನವರಾತ್ರಿ ಉತ್ಸವಕ್ಕೆ ತೆರೆ ಕಂಡಿತು. ನಾನಾ ಭಕ್ತರು ಮಠದ ಆವರಣದಲ್ಲಿ ನೆರೆದು ಸಂಭ್ರಮದಿಂದ ಸಾಂಪ್ರದಾಯಿಕ ಉತ್ಸವ ವೀಕ್ಷಿಸಿದರು. ಭೂಮಿಕಾಳಿ ಅಲಂಕಾರದಲ್ಲಿ ಕಂಗೊಳಿಸುತ್ತಿದ್ದ ಶ್ರೀ ಶಾರದಾಂಬೆಯ ದರ್ಶನ ಪಡೆದ ಭಕ್ತರು ಪುನೀತರಾದರು. <box>34 1649 270 1722</box>
ashwini-body-col3: ಇದನ್ನು ಜನರಿಗೆ ಅರ್ಥವಾಗುವಂತೆ 7 ಅಧ್ಯಾಯದಲ್ಲಿ ರಚಿಸಲಾಗಿದೆ. ಕಾರ್ಯಕ್ರಮದಲ್ಲಿ ತಾ.ಪಂ. ಇಒ, ಬಿಇಒ, ಸಮಾಜ ಕಲ್ಯಾಣ ಇಲಾಖೆ ಸಹಾಯಕ ನಿರ್ದೇಶಕರು, ವಾಲ್ಮೀಕಿ ಸಮಾಜದ ಅಧ್ಯಕ್ಷರು, ಪದಾಧಿಕಾರಿಗಳು, ಸರ್ಕಾರಿ ಅಧಿಕಾರಿಗಳು ಹಾಗೂ ಸಾರ್ವಜನಿಕರು ಉಪಸ್ಥಿತರಿದ್ದರು. <box>1074 1793 1296 1841</box>
s2-body: ಚಿಕ್ಕಮಗಳೂರು: ಗ್ರಾಮೀಣಾಭಿವೃದ್ಧಿ ಸಚಿವಾಲಯದ ಆಶಯದಲ್ಲಿ ಶ್ರೀ ಧರ್ಮಸ್ಥಳ ಮಂಜುನಾಥೇಶ್ವರ ಶಿಕ್ಷಣ ಟ್ರಸ್ಟ್ ಮತ್ತು ಕೆನರಾ ಬ್ಯಾಂಕ್ ಸಹಯೋಗದಲ್ಲಿ ನಡೆಯುತ್ತಿರುವ ರುಡ್‌ಸೆಟ್ ಸಂಸ್ಥೆಯ ವತಿಯಿಂದ ಹಮ್ಮಿಕೊಂಡಿರುವ ಫೋಟೋಗ್ರಫಿ ಮತ್ತು ವಿಡಿಯೋಗ್ರಫಿ ಕುರಿತ 30 ದಿನಗಳ ಉಚಿತ ತರಬೇತಿಯು ಅಕ್ಟೋಬರ್ 29ರಿಂದ ಆರಂಭವಾಗಲಿದ್ದು, ಗ್ರಾಮೀಣ ಅಕ್ಷರ ನಿರುದ್ಯೋಗಿ ಯುವಕ-ಯುವತಿಯರು ತರಬೇತಿಯಲ್ಲಿ ಭಾಗವಹಿಸಬಹುದು. ಅಕ್ಷರರು 18 ರಿಂದ 45 ವರ್ಷ ವಯೋಮಾನ ದವರಾಗಿದ್ದು, ಕನ್ನಡ ಭಾಷೆ ಓದಲು ಮತ್ತು ಬರೆಯಲು ಬಲ್ಲವರಾಗಿರಬೇಕು. ಬಿಪಿಎಲ್ ಕಾರ್ಡ್ ಅಥವಾ ಜಾಬ್ ಕಾರ್ಡ್ ಹಾಗೂ ಆಧಾರ್ ಕಾರ್ಡ್ ಜೆರಾಕ್ಸ್ ಪ್ರತಿಗಳನ್ನು ಹೊಂದಿರುವ ಗ್ರಾಮೀಣ ಅಭ್ಯರ್ಥಿಗಳಿಗೆ ಆದ್ಯತೆ ನೀಡಲಾಗುವುದು. ತರಬೇತಿಯು ಕಟ್ಟಾಯವಾಗಿ ವಸತಿಯುತವಾಗಿದ್ದು, ತರಬೇತಿಯ ಅವಧಿಯಲ್ಲಿ ಉಚಿತವಾಗಿ ಊಟ ಮತ್ತು ವಸತಿ ನೀಡಲಾಗುವುದು. ತರಬೇತಿ ಪೂರ್ಣಗೊಂಡ ನಂತರ ಕೇಂದ್ರ ಸರ್ಕಾರದ ಗ್ರಾಮೀಣಾಭಿವೃದ್ಧಿ ಸಚಿವಾಲಯದಿಂದ ಪ್ರಮಾಣಪತ್ರವನ್ನು ನೀಡಲಾಗುವುದು. ಆಸಕ್ತರು ಅರ್ಜಿ ಸಲ್ಲಿಸಲು ಹಾಗೂ ಹೆಚ್ಚಿನ ಮಾಹಿತಿಗೆ ರುಡ್‌ಸೆಟ್ ಸಂಸ್ಥೆ ಅರಿಸಿನಗುಪ್ಪೆ, ನಿಡುಘಟ್ಟ ತಾಲ್ಲೂಕು, ಚಿಕ್ಕಮಗಳೂರು ಜಿಲ್ಲೆ ದೂರವಾಣಿ ಸಂಖ್ಯೆ 9740982585, 9241425814 ಅನ್ನು ಸಂಪರ್ಕಿಸಬಹುದು ಎಂದು ರುಡ್‌ಸೆಟ್ ಸಂಸ್ಥೆಯ ನಿರ್ದೇಶಕರು ತಿಳಿಸಿದ್ದಾರೆ. <box>34 549 264 748</box>
dateline: ಬುಧವಾರ 08 ಅಕ್ಟೋಬರ್ 2025 ಶಿವಮೊಗ್ಗ <box>1146 14 1252 58</box>
space-body: ಚಿಕ್ಕಮಗಳೂರು: ವಿಶ್ವ ಬಾಹ್ಯಾಕಾಶ ಸಪ್ತಾಹ 2025ರ ಅಂಗವಾಗಿ ಬಾಹ್ಯಾಕಾಶ ಮತ್ತು ಮಾದರಿ ಕ್ಷಿಪಣಿಗಳ ಪ್ರದರ್ಶನವನ್ನು ಟೌನ್ ಮಹಿಳಾ ಸಮಾಜದ ಆವರಣದಲ್ಲಿ ಅ.9ರಂದು ಬೆಳಗ್ಗೆ 9.30ರಿಂದ 4 ಗಂಟೆಯವರೆಗೆ ಆಯೋಜಿಸಲಾಗಿದೆ ಎಂದು ಟಿಎಂಎಸ್ ಸಂಸ್ಥೆಯ ಕಾರ್ಯದರ್ಶಿ ತಿಳಿಸಿದ್ದಾರೆ. ಅವರು ಇಂದು ಪತ್ರಿಕಾಗೋಷ್ಠಿಯಲ್ಲಿ ಮಾತನಾಡಿ, ವಿದ್ಯಾರ್ಥಿಗಳಲ್ಲಿ ವೈಜ್ಞಾನಿಕ ಮನೋಭಾವ ಬೆಳೆಸುವ ಉದ್ದೇಶದಿಂದ ಈ ಕಾರ್ಯಕ್ರಮವನ್ನು ಆಯೋಜಿಸಲಾಗಿದೆ. ಜಿಲ್ಲೆಯ ಮತ್ತು ತಾಲ್ಲೂಕಿನ ಎಲ್ಲಾ ಶಾಲಾ-ಕಾಲೇಜುಗಳ ವಿದ್ಯಾರ್ಥಿಗಳಿಗೆ ರಸಪ್ರಶ್ನೆ, ಚಿತ್ರಕಲೆ, ಪ್ರಬಂಧ ಮತ್ತು ಆಶುಭಾಷಣ ಸ್ಪರ್ಧೆಗಳನ್ನು ಏರ್ಪಡಿಸಲಾಗಿದ್ದು, ವಿಜೇತರಿಗೆ ಬಹುಮಾನ ವಿತರಿಸಲಾಗುವುದು. ಈ ಪ್ರದರ್ಶನಕ್ಕೆ ಸಾರ್ವಜನಿಕರಿಗೂ ಉಚಿತ ಪ್ರವೇಶವಿದ್ದು, ಹೆಚ್ಚಿನ ಸಂಖ್ಯೆಯಲ್ಲಿ ಭಾಗವಹಿಸುವಂತೆ ಕೋರಿದರು. ಹೆಚ್ಚಿನ ಮಾಹಿತಿಗೆ 9242429996, ಪ್ರಸಾದ್-9900452649, ಲೋಕೇಶ್-6361240411 ಸಂಪರ್ಕಿಸಬಹುದು. ಗೋಷ್ಠಿಯಲ್ಲಿ ಸಂಸ್ಥೆಯ ಪದಾಧಿಕಾರಿಗಳು ಉಪಸ್ಥಿತರಿದ್ದರು. <box>868 1139 1082 1313</box>
sharada-title: ಶಾರದಾ ಶರನ್ನವರಾತ್ರಿ ಉತ್ಸವಕ್ಕೆ ಸಂಭ್ರಮದ ತೆರೆ <box>34 1604 392 1632</box>
masthead-accent-bar <box>1290 14 1296 56</box>
space-title: ಅ.9: ಬಾಹ್ಯಾಕಾಶ ಮತ್ತು ಮಾದರಿ ಕ್ಷಿಪಣಿಗಳ ಪ್ರದರ್ಶನ <box>868 1046 1202 1121</box>
strip-pattern <box>466 1588 896 1596</box>
